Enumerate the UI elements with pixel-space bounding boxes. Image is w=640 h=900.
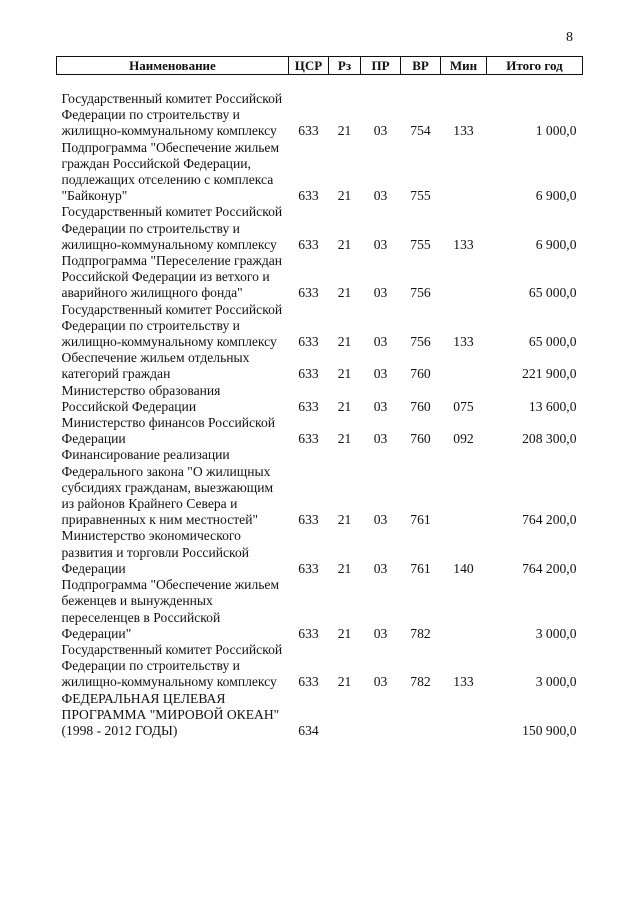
row-pr: 03: [373, 285, 388, 301]
row-csr: 633: [298, 236, 319, 252]
header-rz: Рз: [329, 57, 361, 75]
row-rz: 21: [337, 123, 352, 139]
row-total: 65 000,0: [528, 334, 577, 350]
table-row: [57, 75, 583, 140]
row-pr: 03: [373, 625, 388, 641]
row-vr: 755: [410, 188, 431, 204]
row-name: ФЕДЕРАЛЬНАЯ ЦЕЛЕВАЯ ПРОГРАММА "МИРОВОЙ ОКЕАН" (1998 - 2012 ГОДЫ): [61, 690, 280, 738]
row-pr: 03: [373, 560, 388, 576]
row-vr: [401, 691, 441, 740]
row-total: 208 300,0: [522, 431, 577, 447]
row-name: Министерство финансов Российской Федерации: [61, 415, 276, 447]
table-row: [57, 642, 583, 691]
row-name: Государственный комитет Российской Федерации по строительству и жилищно-коммунальному комплексу: [61, 204, 283, 252]
row-csr: 633: [298, 366, 319, 382]
page-number: 8: [566, 30, 573, 45]
row-name: Министерство экономического развития и торговли Российской Федерации: [61, 528, 250, 576]
row-rz: 21: [337, 674, 352, 690]
row-pr: 03: [373, 512, 388, 528]
row-total: 1 000,0: [535, 123, 577, 139]
row-rz: 21: [337, 560, 352, 576]
table-row: [57, 253, 583, 302]
table-row: [57, 691, 583, 740]
row-pr: 03: [373, 431, 388, 447]
row-rz: 21: [337, 398, 352, 414]
row-pr: 03: [373, 398, 388, 414]
row-csr: 633: [298, 674, 319, 690]
row-csr: 633: [298, 560, 319, 576]
row-total: 3 000,0: [535, 674, 577, 690]
row-rz: 21: [337, 431, 352, 447]
row-name: Подпрограмма "Обеспечение жильем беженцев и вынужденных переселенцев в Российской Федерации": [61, 577, 280, 641]
header-vr: ВР: [401, 57, 441, 75]
header-name: Наименование: [57, 57, 289, 75]
table-row: [57, 383, 583, 415]
row-vr: 756: [410, 334, 431, 350]
row-min: [441, 691, 487, 740]
row-min: 133: [453, 123, 474, 139]
row-min: 140: [453, 560, 474, 576]
row-total: 6 900,0: [535, 188, 577, 204]
row-min: [441, 350, 487, 382]
row-vr: 761: [410, 560, 431, 576]
table-row: [57, 302, 583, 351]
budget-table: [56, 56, 583, 739]
row-min: 133: [453, 236, 474, 252]
row-name: Подпрограмма "Обеспечение жильем граждан Российской Федерации, подлежащих отселению с комплекса "Байконур": [61, 139, 280, 204]
table-header-row: [57, 57, 583, 75]
row-vr: 761: [410, 512, 431, 528]
row-rz: [329, 691, 361, 740]
row-total: 65 000,0: [528, 285, 577, 301]
row-min: 092: [453, 431, 474, 447]
row-pr: 03: [373, 334, 388, 350]
row-total: 221 900,0: [522, 366, 577, 382]
row-rz: 21: [337, 366, 352, 382]
row-name: Подпрограмма "Переселение граждан Российской Федерации из ветхого и аварийного жилищного фонда": [61, 253, 283, 301]
row-total: 150 900,0: [522, 722, 577, 738]
row-name: Государственный комитет Российской Федерации по строительству и жилищно-коммунальному комплексу: [61, 641, 283, 690]
row-pr: 03: [373, 188, 388, 204]
row-vr: 782: [410, 674, 431, 690]
row-name: Государственный комитет Российской Федерации по строительству и жилищно-коммунальному комплексу: [61, 91, 283, 139]
table-row: [57, 204, 583, 253]
row-vr: 756: [410, 285, 431, 301]
row-pr: 03: [373, 236, 388, 252]
row-csr: 633: [298, 123, 319, 139]
table-row: [57, 528, 583, 577]
row-csr: 633: [298, 431, 319, 447]
row-rz: 21: [337, 334, 352, 350]
row-total: 764 200,0: [522, 512, 577, 528]
row-csr: 633: [298, 398, 319, 414]
row-min: [441, 577, 487, 642]
row-csr: 634: [298, 722, 319, 738]
row-vr: 754: [410, 123, 431, 139]
row-name: Обеспечение жильем отдельных категорий граждан: [61, 350, 250, 382]
row-pr: [361, 691, 401, 740]
table-row: [57, 415, 583, 447]
row-csr: 633: [298, 625, 319, 641]
row-vr: 760: [410, 431, 431, 447]
row-csr: 633: [298, 334, 319, 350]
row-rz: 21: [337, 236, 352, 252]
header-min: Мин: [441, 57, 487, 75]
row-rz: 21: [337, 285, 352, 301]
row-pr: 03: [373, 366, 388, 382]
row-csr: 633: [298, 512, 319, 528]
table-row: [57, 140, 583, 205]
row-pr: 03: [373, 123, 388, 139]
row-rz: 21: [337, 188, 352, 204]
row-vr: 755: [410, 236, 431, 252]
row-min: 133: [453, 334, 474, 350]
header-csr: ЦСР: [289, 57, 329, 75]
header-total: Итого год: [487, 57, 583, 75]
row-vr: 782: [410, 625, 431, 641]
row-min: [441, 140, 487, 205]
row-min: [441, 447, 487, 528]
table-row: [57, 447, 583, 528]
table-row: [57, 577, 583, 642]
row-total: 6 900,0: [535, 236, 577, 252]
row-name: Финансирование реализации Федерального закона "О жилищных субсидиях гражданам, выезжающим из районов Крайнего Севера и приравненных к ним местностей": [61, 447, 274, 528]
row-min: [441, 253, 487, 302]
header-pr: ПР: [361, 57, 401, 75]
row-total: 764 200,0: [522, 560, 577, 576]
row-rz: 21: [337, 625, 352, 641]
row-vr: 760: [410, 366, 431, 382]
row-rz: 21: [337, 512, 352, 528]
row-min: 075: [453, 398, 474, 414]
table-row: [57, 350, 583, 382]
row-csr: 633: [298, 188, 319, 204]
row-name: Министерство образования Российской Федерации: [61, 382, 221, 414]
row-vr: 760: [410, 398, 431, 414]
row-total: 13 600,0: [528, 398, 577, 414]
row-csr: 633: [298, 285, 319, 301]
row-pr: 03: [373, 674, 388, 690]
row-total: 3 000,0: [535, 625, 577, 641]
row-name: Государственный комитет Российской Федерации по строительству и жилищно-коммунальному комплексу: [61, 301, 283, 350]
row-min: 133: [453, 674, 474, 690]
